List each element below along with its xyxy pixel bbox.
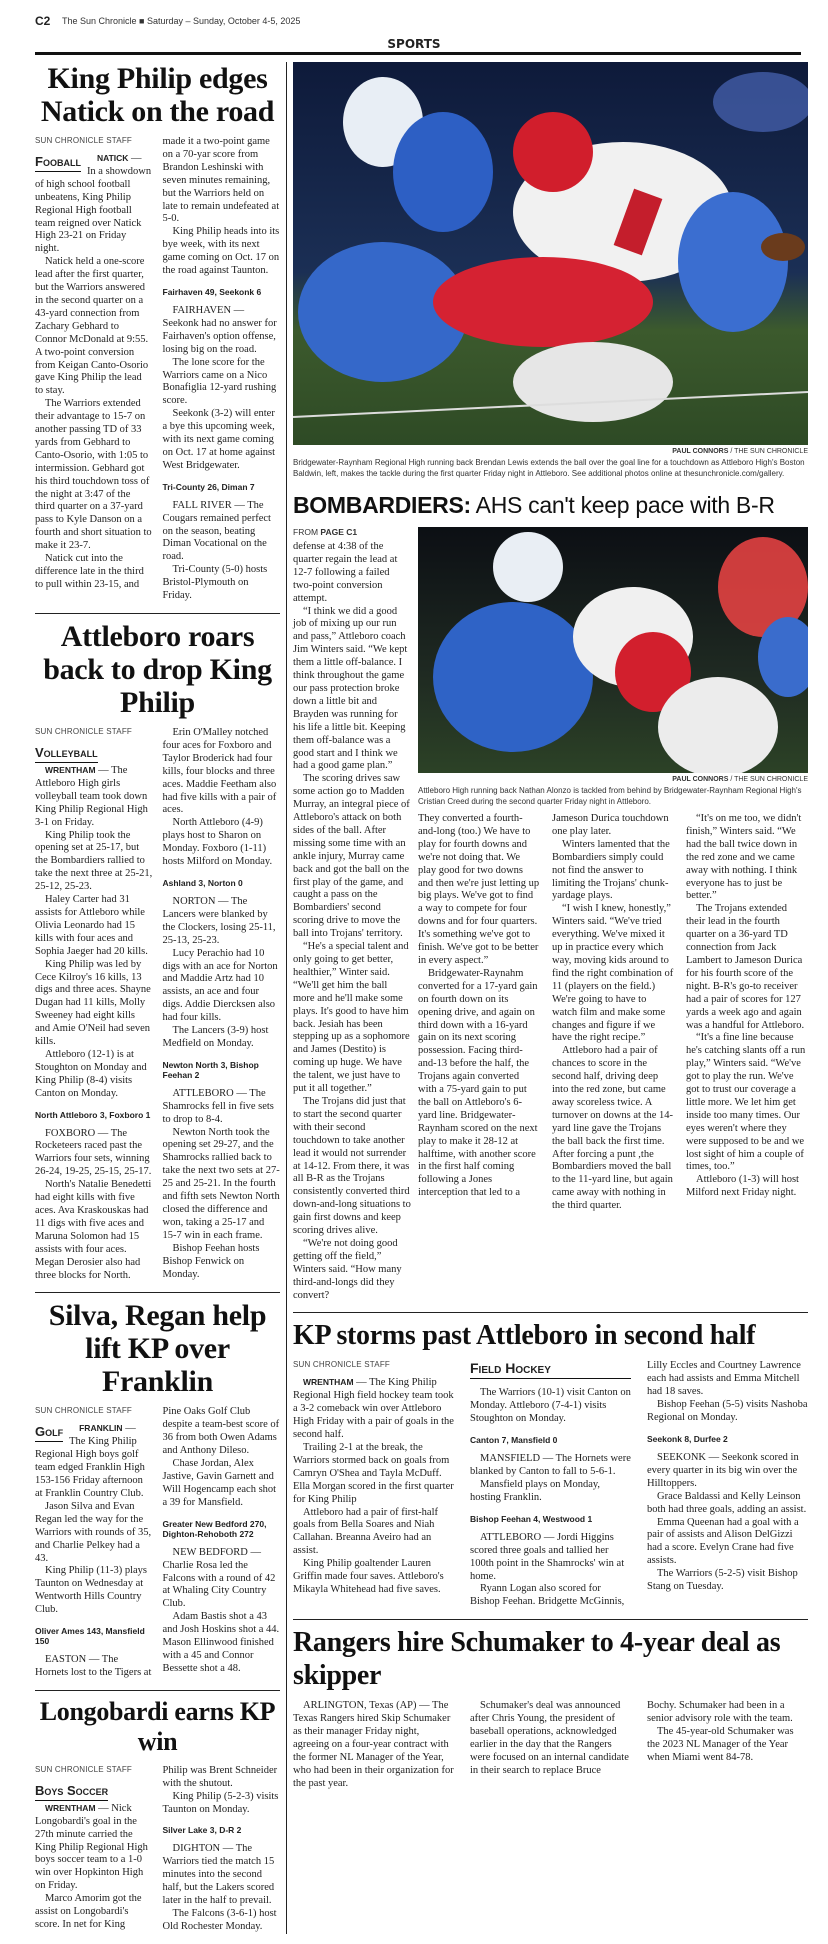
- bombardiers-right-block: [418, 527, 808, 1213]
- photographer-name: PAUL CONNORS: [672, 776, 729, 783]
- paragraph: NEW BEDFORD — Charlie Rosa led the Falcons with a round of 42 at Whaling City Country Club.: [162, 1546, 276, 1610]
- paragraph: “We're not doing good getting off the field,” Winters said. “How many third-and-longs did they convert?: [293, 1237, 402, 1301]
- paragraph: “He's a special talent and only going to get better, healthier,” Winter said. “We'll get him the ball more and he'll make some plays. It's good to have him back. Jesiah has been stepping up as a sophomore and James (Destito) is coming up huge. We have the talent, we just have to put it all together.”: [293, 941, 410, 1095]
- paragraph: Attleboro had a pair of first-half goals from Bella Soares and Niah Callahan. Breanna Aveiro had an assist.: [293, 1506, 438, 1557]
- paragraph: Natick held a one-score lead after the first quarter, but the Warriors answered in the second quarter on a 43-yard connection from Zachary Gebhard to Connor McDonald at 9:55. A two-point conversion from Keigan Canto-Osorio gave King Philip the lead to stay.: [35, 256, 149, 397]
- photographer-name: PAUL CONNORS: [672, 448, 729, 455]
- paragraph: They converted a fourth-and-long (too.) We have to play for fourth downs and we're not doing that. We play good for two downs and then we're just letting up big plays. We've got to find a way to compete for four downs and for four quarters. It's something we've got to finish. We've got to be better in every aspect.”: [418, 813, 540, 966]
- paragraph: The Trojans extended their lead in the fourth quarter on a 36-yard TD connection from Jack Lambert to Jameson Durica for his fourth score of the night. B-R's go-to receiver had a pair of scores for 127 yards a week ago and again was a handful for Attleboro.: [686, 903, 805, 1031]
- headline-text: AHS can't keep pace with B-R: [475, 492, 775, 518]
- paragraph: The Warriors (10-1) visit Canton on Monday. Attleboro (7-4-1) visits Stoughton on Monday.: [470, 1387, 631, 1425]
- subheadline: Greater New Bedford 270, Dighton-Rehoboth 272: [162, 1518, 267, 1539]
- subheadline: Tri-County 26, Diman 7: [162, 481, 255, 492]
- lead-text: — In a showdown of high school football unbeatens, King Philip Regional High football team reigned over Natick High 23-21 on Friday night.: [35, 153, 152, 255]
- sport-label: Fooball: [35, 155, 81, 172]
- paragraph: Grace Baldassi and Kelly Leinson both had three goals, adding an assist.: [647, 1490, 807, 1515]
- paragraph: Bishop Feehan (5-5) visits Nashoba Regional on Monday.: [647, 1399, 808, 1424]
- sport-label: Golf: [35, 1425, 63, 1442]
- byline: SUN CHRONICLE STAFF: [35, 727, 132, 736]
- paragraph: FAIRHAVEN — Seekonk had no answer for Fairhaven's option offense, losing big on the road.: [162, 304, 277, 355]
- paragraph: Tri-County (5-0) hosts Bristol-Plymouth on Friday.: [162, 564, 268, 602]
- column-divider: [286, 62, 287, 1934]
- paragraph: Winters lamented that the Bombardiers simply could not find the answer to limiting the Trojans' chunk-yardage plays.: [552, 838, 670, 902]
- volleyball-headline: Attleboro roars back to drop King Philip: [43, 620, 272, 719]
- paragraph: defense at 4:38 of the quarter regain the lead at 12-7 following a failed two-point conversion attempt.: [293, 541, 398, 604]
- subheadline: Canton 7, Mansfield 0: [470, 1435, 558, 1446]
- dateline: WRENTHAM: [303, 1377, 354, 1388]
- football-article: [35, 136, 280, 603]
- photo-agency: / THE SUN CHRONICLE: [728, 776, 808, 783]
- divider: [35, 1690, 280, 1691]
- from-page-link[interactable]: PAGE C1: [320, 527, 358, 537]
- divider: [35, 1292, 280, 1293]
- photo-image-icon: [418, 527, 808, 773]
- paragraph: “I wish I knew, honestly,” Winters said. “We've tried everything. We've mixed it up in practice every which way, moving kids around to find the right combination of 11 (players on the field.) We're going to have to watch film and make some changes and figure if we have the right recipe.”: [552, 903, 674, 1044]
- photo-agency: / THE SUN CHRONICLE: [728, 448, 808, 455]
- paragraph: The scoring drives saw some action go to Madden Murray, an integral piece of Attleboro's attack on both sides of the ball. After missing some time with an ankle injury, Murray came back and got the ball on the first play of the game, and caught a pass on the Bombardiers' second scoring drive to move the ball into Trojans' territory.: [293, 773, 410, 940]
- photo1-caption: Bridgewater-Raynham Regional High running back Brendan Lewis extends the ball over the goal line for a touchdown as Attleboro High's Boston Baldwin, left, makes the tackle during the first quarter Friday night in Attleboro. See additional photos online at thesunchronicle.com/gallery.: [293, 458, 805, 478]
- subheadline: Seekonk 8, Durfee 2: [647, 1434, 728, 1444]
- paragraph: Attleboro had a pair of chances to score in the second half, driving deep into the red zone, but came away scoreless twice. A turnover on downs at the 14-yard line gave the Trojans the ball back the first time. After forcing a punt ,the Bombardiers moved the ball to the 11-yard line, but again came away with nothing in the third quarter.: [552, 1045, 674, 1212]
- lead-text: — The King Philip Regional High field hockey team took a 3-2 comeback win over Attleboro High Friday with a pair of goals in the second half.: [293, 1377, 454, 1441]
- paragraph: ARLINGTON, Texas (AP) — The Texas Rangers hired Skip Schumaker as their manager Friday night, agreeing on a four-year contract with the former NL Manager of the Year, who had been in their organization for the past year.: [293, 1700, 454, 1789]
- lead-paragraph: [35, 1782, 153, 1893]
- headline-kicker: BOMBARDIERS:: [293, 492, 471, 518]
- paper-dateline: The Sun Chronicle ■ Saturday – Sunday, October 4-5, 2025: [62, 16, 301, 26]
- paragraph: The Warriors (5-2-5) visit Bishop Stang on Tuesday.: [647, 1568, 798, 1593]
- paragraph: Lucy Perachio had 10 digs with an ace for Norton and Maddie Artz had 10 assists, an ace and four digs. Addie Diercksen also had four kills.: [162, 947, 278, 1024]
- from-label: FROM: [293, 527, 319, 537]
- dateline: WRENTHAM: [45, 1802, 96, 1813]
- golf-headline: Silva, Regan help lift KP over Franklin: [48, 1299, 267, 1399]
- lead-text: — The Attleboro High girls volleyball team took down King Philip Regional High 3-1 on Friday.: [35, 765, 148, 828]
- lead-text: — Nick Longobardi's goal in the 27th minute carried the King Philip Regional High boys soccer team to a 1-0 win over Hopkinton High on Friday.: [35, 1802, 148, 1892]
- paragraph: Attleboro (12-1) is at Stoughton on Monday and King Philip (8-4) visits Canton on Monday.: [35, 1048, 147, 1099]
- paragraph: “It's a fine line because he's catching slants off a run play,” Winters said. “We've got to play the run. We've got to trust our coverage a little more. We let him get inside too many times. Our eyes weren't where they were supposed to be and we lost sight of him a couple of times, too.”: [686, 1032, 806, 1173]
- subheadline: Ashland 3, Norton 0: [162, 877, 243, 888]
- dateline: WRENTHAM: [45, 765, 96, 775]
- paragraph: Seekonk (3-2) will enter a bye this upcoming week, with its next game coming on Oct. 17 at home against West Bridgewater.: [162, 408, 276, 471]
- paragraph: Attleboro (1-3) will host Milford next Friday night.: [686, 1174, 799, 1199]
- paragraph: King Philip goaltender Lauren Griffin made four saves. Attleboro's Mikayla Whitehead had five saves.: [293, 1558, 444, 1595]
- bombardiers-columns-rest: [418, 813, 808, 1213]
- bombardiers-column-1: [293, 541, 411, 1302]
- sport-label: Boys Soccer: [35, 1784, 108, 1801]
- paragraph: Mansfield plays on Monday, hosting Franklin.: [470, 1479, 601, 1503]
- dateline: NATICK: [96, 153, 129, 163]
- paragraph: Haley Carter had 31 assists for Attleboro while Olivia Leonardo had 15 kills with four aces and Sophia Jaeger had 20 kills.: [35, 894, 148, 957]
- paragraph: Trailing 2-1 at the break, the Warriors stormed back on goals from Camryn O'Shea and Tayla McDuff. Ella Morgan scored in the first quarter for King Philip: [293, 1442, 454, 1505]
- fieldhockey-headline: KP storms past Attleboro in second half: [293, 1320, 756, 1352]
- paragraph: Jason Silva and Evan Regan led the way for the Warriors with rounds of 35, and Charlie Pelkey had a 43.: [35, 1500, 152, 1564]
- bombardiers-story: [293, 527, 808, 1302]
- divider: [293, 1619, 808, 1620]
- football-photo-goal-line: [293, 62, 808, 445]
- page-number: C2: [35, 14, 51, 28]
- paragraph: Newton North took the opening set 29-27, and the Shamrocks rallied back to take the next two sets at 27-25 and 25-21. In the fourth and fifth sets Newton North closed the difference and won, taking a 25-17 and 15-7 win in each frame.: [162, 1126, 280, 1241]
- paragraph: Chase Jordan, Alex Jastive, Gavin Garnett and Will Hogencamp each shot a 39 for Mansfield.: [162, 1458, 277, 1508]
- photo-image-icon: [293, 62, 808, 445]
- paragraph: “I think we did a good job of mixing up our run and pass,” Attleboro coach Jim Winters said. “We kept them a little off-balance. I think throughout the game our pass protection broke down a little bit and Brayden was running for his life a little bit. Keeping them off-balance was a good start and I think we had a good game plan.”: [293, 605, 408, 772]
- left-column: [35, 62, 280, 1934]
- paragraph: Ryann Logan also scored for Bishop Feehan. Bridgette McGinnis, Lilly Eccles and Courtney Lawrence each had assists and Emma Mitchell had 18 saves.: [470, 1360, 801, 1608]
- paragraph: Natick cut into the difference late in the third to pull within 23-15, and made it a two-point game on a 70-yar score from Brandon Leshinski with seven minutes remaining, but the Warriors held on late to remain undefeated at 5-0.: [35, 136, 280, 590]
- lead-text: — The King Philip Regional High boys golf team edged Franklin High 153-156 Friday afternoon at Franklin Country Club.: [35, 1423, 145, 1499]
- subheadline: Oliver Ames 143, Mansfield 150: [35, 1626, 145, 1647]
- paragraph: King Philip was led by Cece Kilroy's 16 kills, 13 digs and three aces. Shayne Dugan had 11 kills, Molly Sweeney had eight kills and Amie O'Neil had seven kills.: [35, 958, 151, 1048]
- golf-article: [35, 1406, 280, 1679]
- volleyball-article: [35, 727, 280, 1282]
- paragraph: North's Natalie Benedetti had eight kills with five aces. Ava Kraskouskas had 11 digs with five aces and Maruna Solomon had 15 assists with four aces. Megan Derosier also had three blocks for North.: [35, 1179, 152, 1281]
- byline: SUN CHRONICLE STAFF: [35, 1764, 132, 1774]
- sport-label: Field Hockey: [470, 1360, 631, 1379]
- soccer-headline: Longobardi earns KP win: [39, 1696, 276, 1756]
- paragraph: The Lancers (3-9) host Medfield on Monday.: [162, 1025, 269, 1049]
- paragraph: FOXBORO — The Rocketeers raced past the Warriors four sets, winning 26-24, 19-25, 25-15, 25-17.: [35, 1127, 152, 1178]
- bombardiers-left-column: [293, 527, 411, 1302]
- paragraph: Bishop Feehan hosts Bishop Fenwick on Monday.: [162, 1242, 260, 1280]
- byline: SUN CHRONICLE STAFF: [35, 136, 132, 145]
- divider: [293, 1312, 808, 1313]
- paragraph: FALL RIVER — The Cougars remained perfect on the season, beating Diman Vocational on the road.: [162, 499, 271, 563]
- sport-label: Volleyball: [35, 746, 98, 763]
- football-photo-tackle: [418, 527, 808, 773]
- paragraph: Bridgewater-Raynahm converted for a 17-yard gain on fourth down on its opening drive, and again on third down with a 16-yard gain on its next scoring possession. Facing third-and-13 before the half, the Trojans again converted with a 75-yard gain to put the ball on Attleboro's 6-yard line. Bridgewater-Raynham scored on the next play to make it 28-12 at halftime, with another score in the first half coming following a Jones interception that led to a Jameson Durica touchdown one play later.: [418, 813, 669, 1199]
- paragraph: NORTON — The Lancers were blanked by the Clockers, losing 25-11, 25-13, 25-23.: [162, 895, 276, 946]
- paragraph: King Philip (11-3) plays Taunton on Wednesday at Wentworth Hills Country Club.: [35, 1565, 147, 1616]
- byline: SUN CHRONICLE STAFF: [35, 1406, 132, 1416]
- photo2-caption: Attleboro High running back Nathan Alonzo is tackled from behind by Bridgewater-Raynham Regional High's Cristian Creed during the second quarter Friday night in Attleboro.: [418, 786, 802, 806]
- paragraph: The lone score for the Warriors came on a Nico Bonafiglia 12-yard rushing score.: [162, 356, 277, 407]
- lead-paragraph: [35, 1423, 153, 1500]
- soccer-article: [35, 1765, 280, 1934]
- paragraph: SEEKONK — Seekonk scored in every quarter in its big win over the Hilltoppers.: [647, 1452, 799, 1489]
- paragraph: The Warriors extended their advantage to 15-7 on another passing TD of 33 yards from Gebhard to Canto-Osorio, with 1:05 to intermission. Gebhard got his third touchdown toss of the night at 3:47 of the third quarter on a 37-yard pass to Kyle Danson on a fourth and short situation to make it 23-7.: [35, 398, 152, 552]
- subheadline: North Attleboro 3, Foxboro 1: [35, 1109, 151, 1120]
- paragraph: Emma Queenan had a goal with a pair of assists and Alison DelGizzi had a score. Evelyn Crane had five assists.: [647, 1516, 799, 1567]
- lead-paragraph: [35, 744, 153, 830]
- photo2-credit: [418, 776, 808, 783]
- jump-from: [293, 527, 411, 537]
- rangers-headline: Rangers hire Schumaker to 4-year deal as skipper: [293, 1627, 781, 1692]
- rangers-article: [293, 1700, 808, 1790]
- paragraph: MANSFIELD — The Hornets were blanked by Canton to fall to 5-6-1.: [470, 1453, 631, 1478]
- bombardiers-headline: [293, 491, 808, 519]
- paragraph: Marco Amorim got the assist on Longobardi's score. In net for King Philip was Brent Schneider with the shutout.: [35, 1764, 278, 1930]
- paragraph: King Philip heads into its bye week, with its next game coming on Oct. 17 on the road against Taunton.: [162, 226, 280, 277]
- paragraph: ATTLEBORO — The Shamrocks fell in five sets to drop to 8-4.: [162, 1087, 274, 1125]
- paragraph: The Trojans did just that to start the second quarter with their second touchdown to take another lead it would not surrender at 14-12. From there, it was all B-R as the Trojans consistently converted third down-and-long situations to gain first downs and keep scoring drives alive.: [293, 1095, 411, 1237]
- paragraph: Erin O'Malley notched four aces for Foxboro and Taylor Broderick had four kills, four blocks and three aces. Maddie Feetham also had five kills with a pair of aces.: [162, 727, 277, 816]
- paragraph: The 45-year-old Schumaker was the 2023 NL Manager of the Year when Miami went 84-78.: [647, 1726, 794, 1763]
- page-body: [35, 62, 808, 1934]
- subheadline: Silver Lake 3, D-R 2: [162, 1825, 242, 1836]
- paragraph: King Philip (5-2-3) visits Taunton on Monday.: [162, 1790, 279, 1815]
- right-column: [293, 62, 808, 1791]
- paragraph: “It's on me too, we didn't finish,” Winters said. “We had the ball twice down in the red zone and we came away with nothing. I think everyone has to just be better.”: [686, 813, 802, 902]
- lead-paragraph: [293, 1377, 454, 1442]
- header-rule: [35, 52, 801, 55]
- paragraph: Schumaker's deal was announced after Chris Young, the president of baseball operations, acknowledged earlier in the day that the Rangers were focused on an internal candidate in their search to replace Bruce Bochy. Schumaker had been in a senior advisory role with the team.: [470, 1700, 793, 1776]
- football-headline: King Philip edges Natick on the road: [40, 62, 275, 128]
- paragraph: King Philip took the opening set at 25-17, but the Bombardiers rallied to take the next three at 25-21, 25-12, 25-23.: [35, 829, 153, 893]
- dateline: FRANKLIN: [79, 1423, 123, 1434]
- subheadline: Bishop Feehan 4, Westwood 1: [470, 1513, 593, 1524]
- paragraph: Adam Bastis shot a 43 and Josh Hoskins shot a 44. Mason Ellinwood finished with a 45 and Connor Bessette shot a 48.: [162, 1611, 280, 1674]
- paragraph: The Falcons (3-6-1) host Old Rochester Monday.: [162, 1908, 277, 1932]
- photo1-credit: [293, 448, 808, 455]
- paragraph: ATTLEBORO — Jordi Higgins scored three goals and tallied her 100th point in the Shamrocks' win at home.: [470, 1531, 625, 1582]
- section-title: SPORTS: [387, 37, 441, 51]
- paragraph: EASTON — The Hornets lost to the Tigers at Pine Oaks Golf Club despite a team-best score of 36 from both Owen Adams and Anthony Dileso.: [35, 1406, 280, 1678]
- divider: [35, 613, 280, 614]
- page-header: [35, 0, 808, 55]
- paragraph: DIGHTON — The Warriors tied the match 15 minutes into the second half, but the Lakers scored later in the half to prevail.: [162, 1843, 275, 1907]
- paragraph: North Attleboro (4-9) plays host to Sharon on Monday. Foxboro (1-11) hosts Milford on Monday.: [162, 817, 273, 868]
- byline: SUN CHRONICLE STAFF: [293, 1360, 390, 1370]
- subheadline: Fairhaven 49, Seekonk 6: [162, 286, 262, 297]
- lead-paragraph: [35, 153, 153, 256]
- subheadline: Newton North 3, Bishop Feehan 2: [162, 1059, 259, 1080]
- fieldhockey-article: [293, 1360, 808, 1609]
